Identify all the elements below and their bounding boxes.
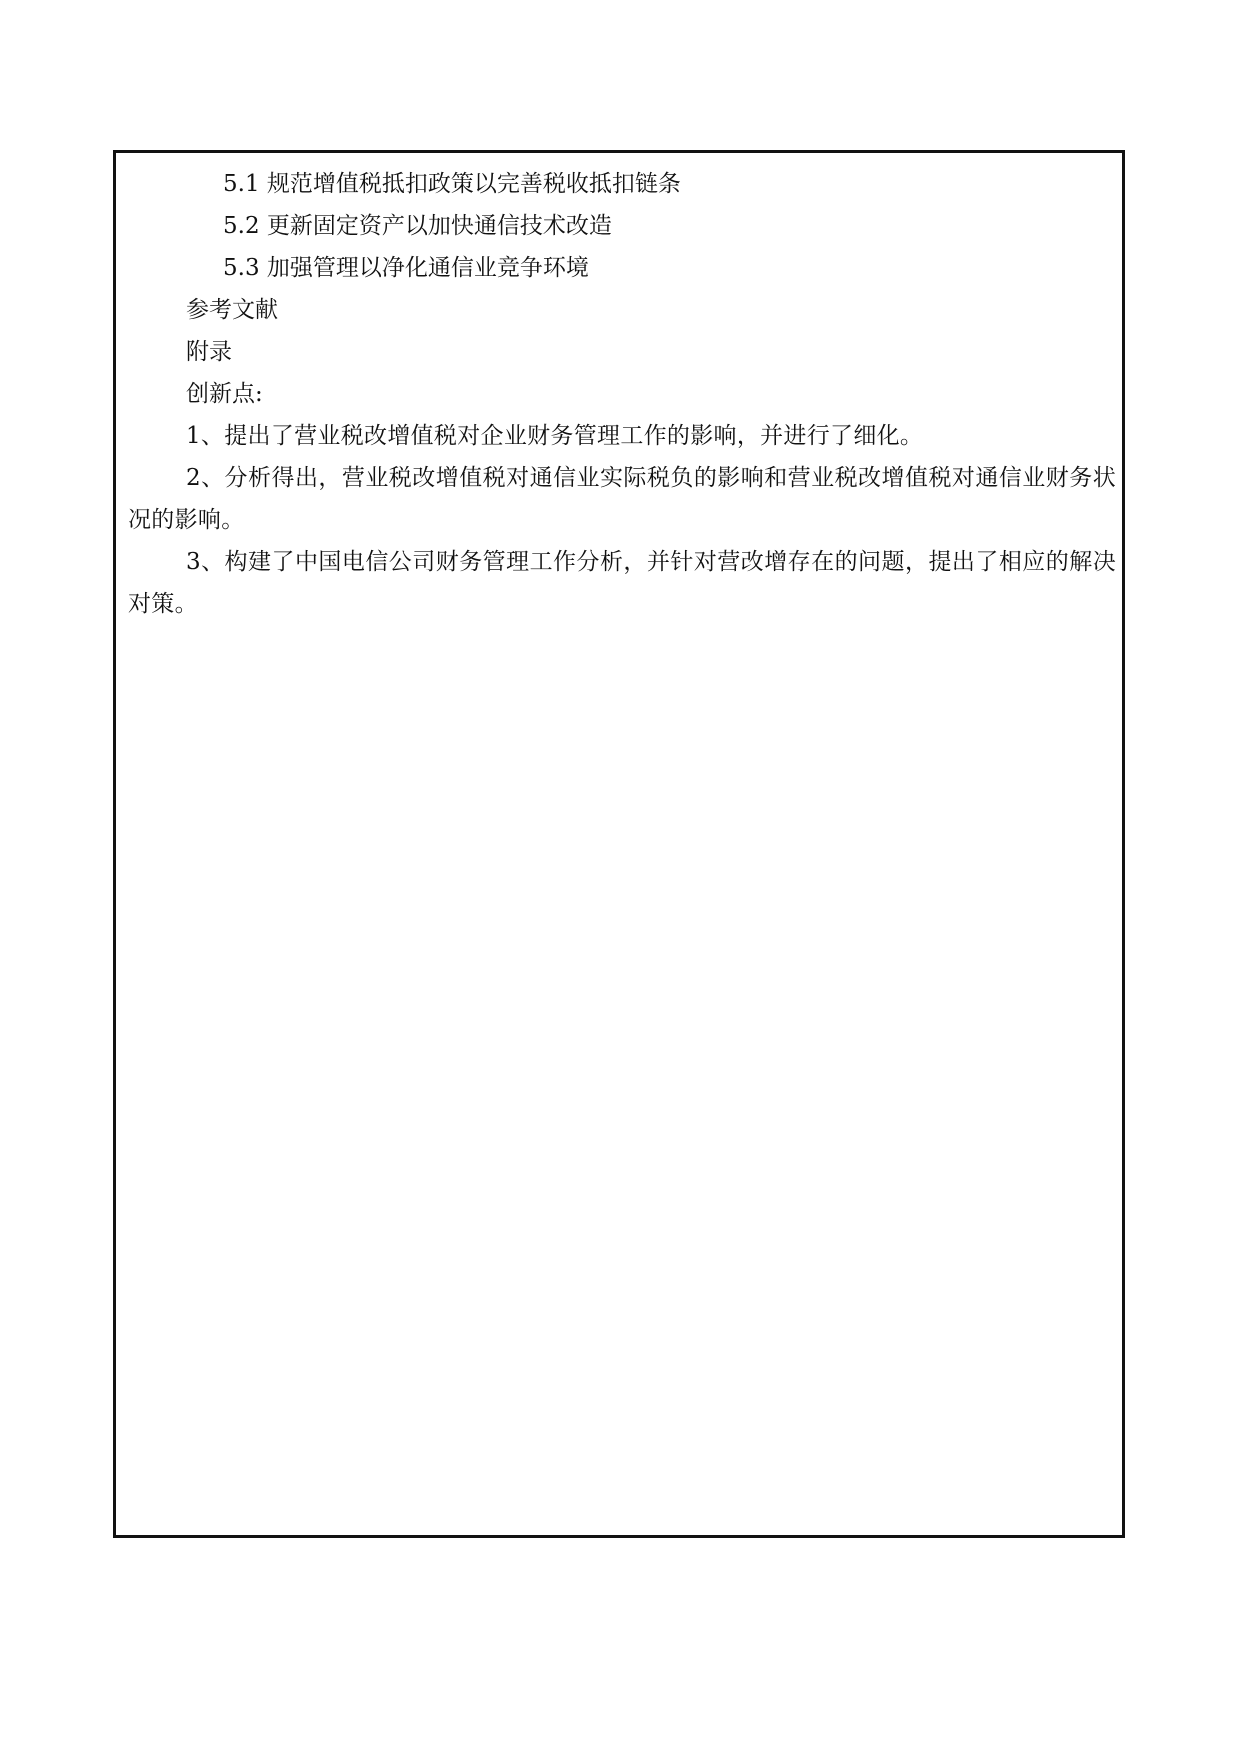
innovation-heading: 创新点: (186, 381, 263, 407)
innovation-point-3: 3、构建了中国电信公司财务管理工作分析，并针对营改增存在的问题，提出了相应的解决对策。 (128, 549, 1116, 617)
innovation-point-1: 1、提出了营业税改增值税对企业财务管理工作的影响，并进行了细化。 (186, 423, 924, 449)
toc-item-5-1: 5.1 规范增值税抵扣政策以完善税收抵扣链条 (223, 171, 681, 197)
document-body (128, 163, 1116, 625)
toc-item-5-2: 5.2 更新固定资产以加快通信技术改造 (223, 213, 612, 239)
toc-item-references: 参考文献 (186, 297, 278, 323)
toc-item-appendix: 附录 (186, 339, 232, 365)
page-frame (113, 150, 1125, 1538)
toc-item-5-3: 5.3 加强管理以净化通信业竞争环境 (223, 255, 589, 281)
innovation-point-2: 2、分析得出，营业税改增值税对通信业实际税负的影响和营业税改增值税对通信业财务状况的影响。 (128, 465, 1116, 533)
